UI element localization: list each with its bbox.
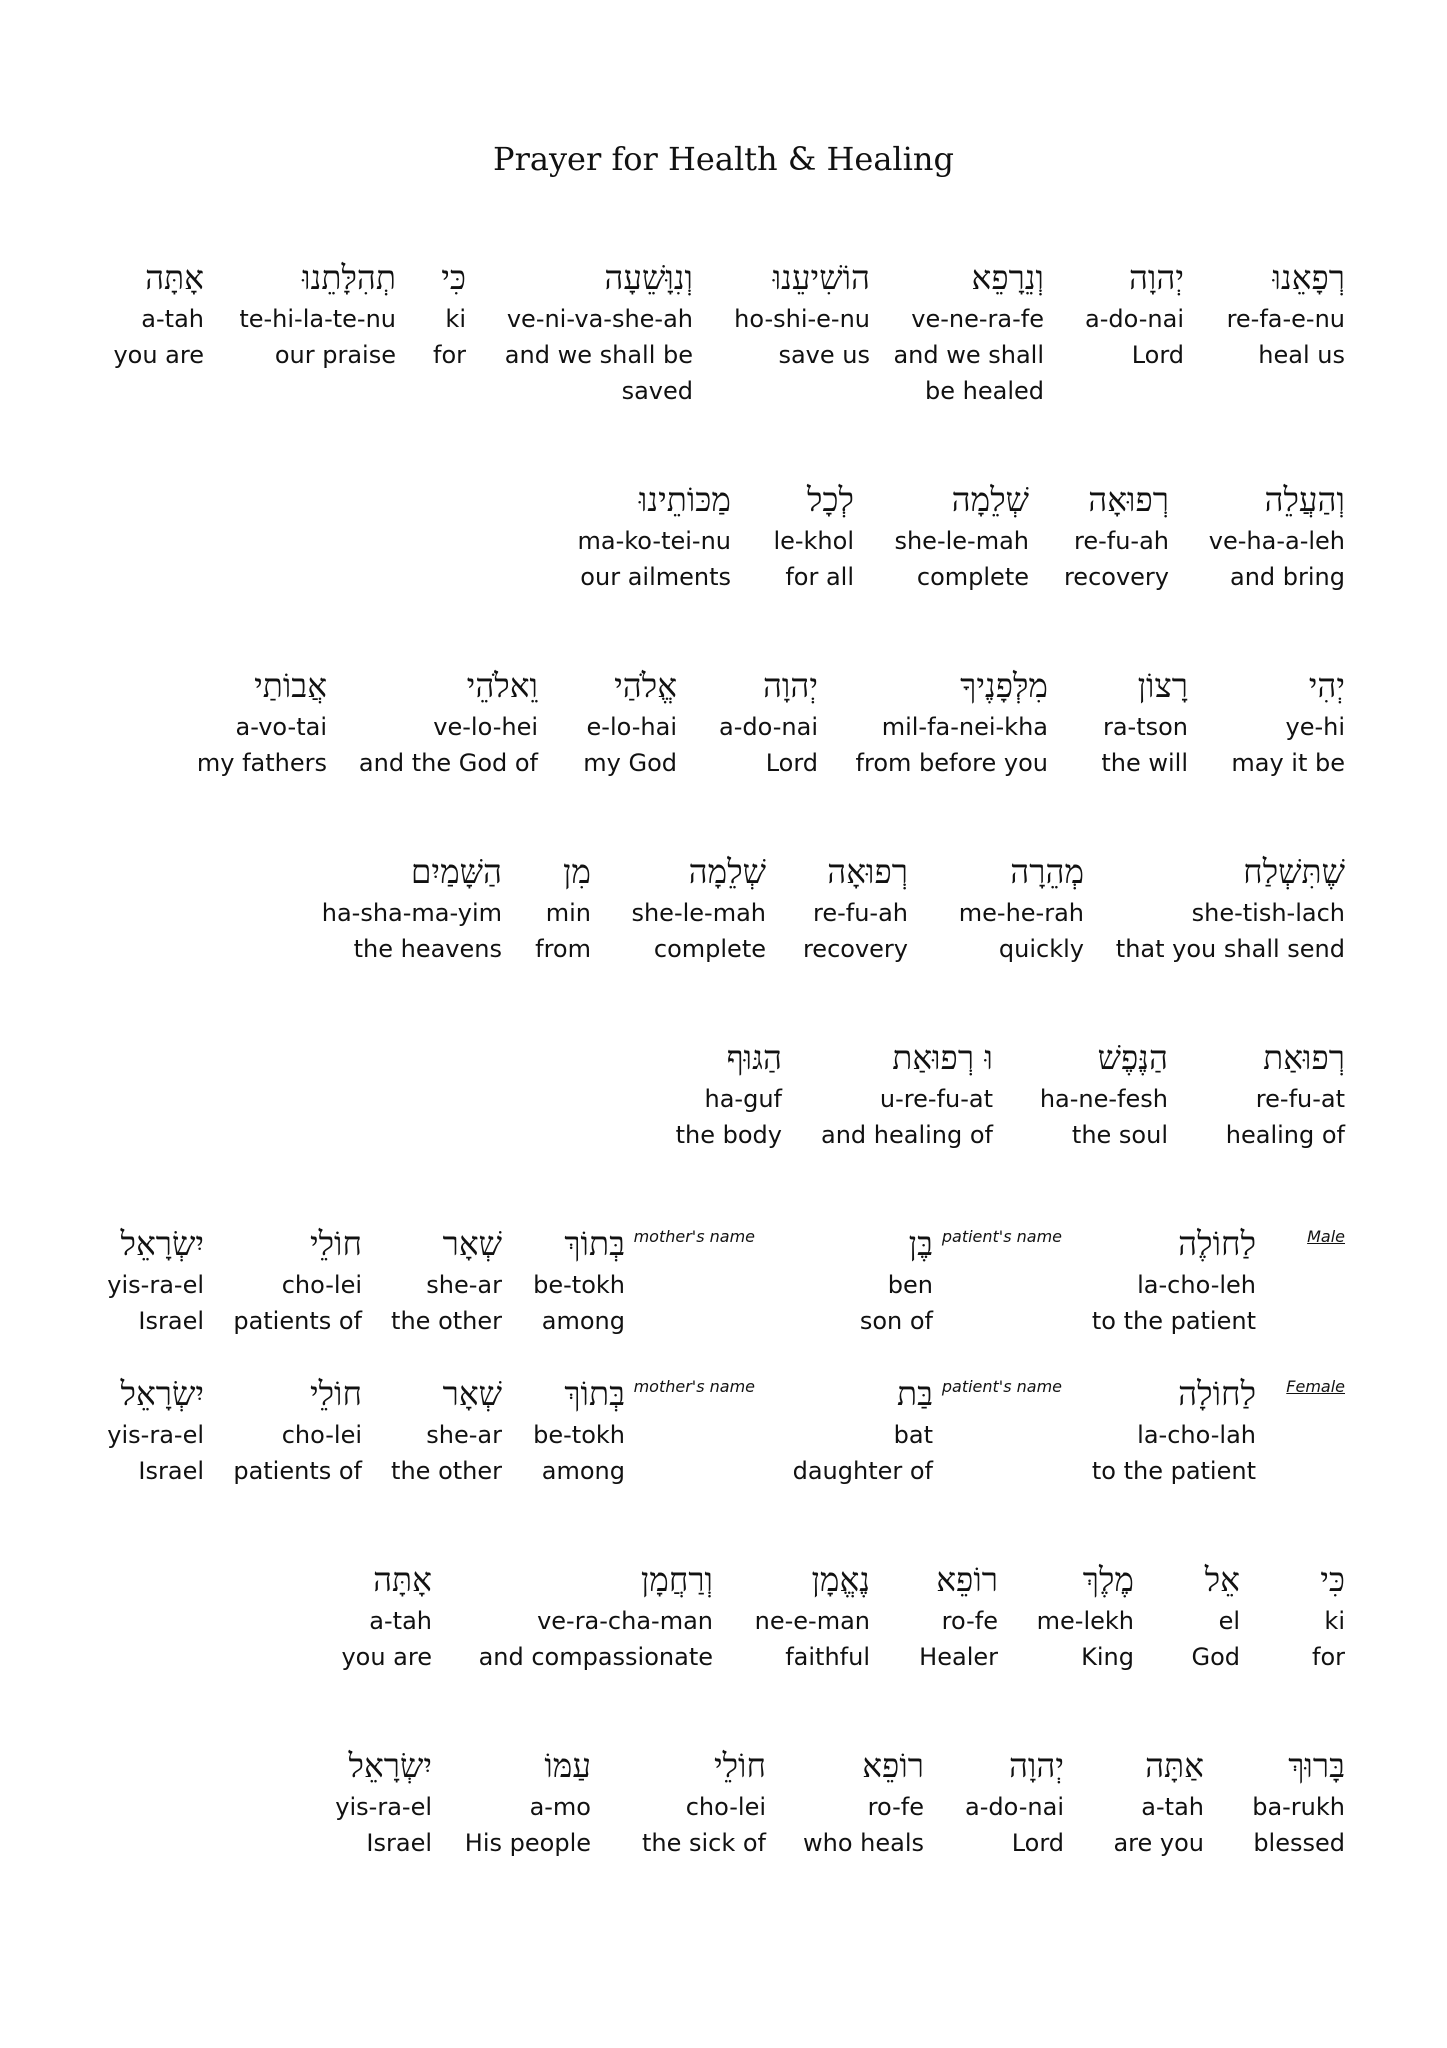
word: [1116, 849, 1345, 967]
word: [1227, 255, 1345, 373]
word: [1064, 477, 1169, 595]
hebrew-word: וְנֵרָפֵא: [971, 258, 1044, 297]
hebrew-word: מְהֵרָה: [1010, 852, 1084, 891]
translation: for: [1312, 1643, 1345, 1671]
transliteration: ve-ne-ra-fe: [911, 305, 1044, 333]
hebrew-word: הוֹשִׁיעֵנוּ: [772, 258, 870, 297]
translation: save us: [778, 341, 870, 369]
transliteration: te-hi-la-te-nu: [239, 305, 396, 333]
word: [642, 1743, 766, 1861]
hebrew-word: חוֹלֵי: [309, 1224, 362, 1263]
hebrew-word: שֶׁתִּשְׁלַח: [1243, 852, 1345, 891]
transliteration: a-tah: [369, 1607, 432, 1635]
mother-name-placeholder: mother's name: [633, 1227, 755, 1246]
translation: my God: [583, 749, 677, 777]
translation: may it be: [1231, 749, 1345, 777]
hebrew-word: רְפוּאָה: [1088, 480, 1169, 519]
word: [793, 1371, 933, 1489]
translation: you are: [113, 341, 204, 369]
translation: complete: [653, 935, 766, 963]
translation: the will: [1101, 749, 1188, 777]
word: [894, 477, 1029, 595]
hebrew-word: אָתָּה: [145, 258, 204, 297]
transliteration: ki: [1324, 1607, 1345, 1635]
translation: the soul: [1071, 1121, 1168, 1149]
translation: and healing of: [820, 1121, 993, 1149]
hebrew-word: אַתָּה: [1145, 1746, 1204, 1785]
hebrew-word: הַנֶּפֶשׁ: [1097, 1038, 1168, 1077]
hebrew-word: שְׁלֵמָה: [688, 852, 766, 891]
word: [1231, 663, 1345, 781]
transliteration: la-cho-lah: [1137, 1421, 1256, 1449]
word: [1085, 255, 1184, 373]
hebrew-word: כִּי: [1320, 1560, 1345, 1599]
word: [239, 255, 396, 373]
hebrew-word: עַמּוֹ: [544, 1746, 591, 1785]
word: [1037, 1557, 1134, 1675]
hebrew-word: יְהִי: [1308, 666, 1345, 705]
mother-name-placeholder: mother's name: [633, 1377, 755, 1396]
word: [535, 849, 591, 967]
patient-name-placeholder: patient's name: [941, 1377, 1062, 1396]
translation: that you shall send: [1115, 935, 1345, 963]
hebrew-word: נֶאֱמָן: [811, 1560, 870, 1599]
transliteration: she-tish-lach: [1191, 899, 1345, 927]
transliteration: yis-ra-el: [107, 1421, 204, 1449]
translation: to the patient: [1091, 1307, 1256, 1335]
translation: Lord: [1011, 1829, 1064, 1857]
hebrew-word: מֶלֶךְ: [1082, 1560, 1134, 1599]
word: [1092, 1371, 1256, 1489]
transliteration: ba-rukh: [1252, 1793, 1345, 1821]
transliteration: re-fu-ah: [1073, 527, 1169, 555]
transliteration: u-re-fu-at: [879, 1085, 993, 1113]
transliteration: re-fa-e-nu: [1226, 305, 1345, 333]
hebrew-word: בָּרוּךְ: [1288, 1746, 1345, 1785]
hebrew-word: לַחוֹלָה: [1178, 1374, 1256, 1413]
transliteration: el: [1218, 1607, 1240, 1635]
hebrew-word: רְפָאֵנוּ: [1272, 258, 1345, 297]
transliteration: ve-ra-cha-man: [537, 1607, 713, 1635]
hebrew-word: יִשְׂרָאֵל: [348, 1746, 432, 1785]
translation: are you: [1113, 1829, 1204, 1857]
word: [959, 849, 1084, 967]
translation: for all: [785, 563, 854, 591]
word: [1092, 1221, 1256, 1339]
word: [533, 1371, 625, 1489]
hebrew-word: מַכּוֹתֵינוּ: [638, 480, 731, 519]
hebrew-word: וְהַעֲלֵה: [1264, 480, 1345, 519]
word: [577, 477, 731, 595]
hebrew-word: לְכָל: [806, 480, 854, 519]
hebrew-word: וּ רְפוּאַת: [892, 1038, 993, 1077]
transliteration: ki: [445, 305, 466, 333]
hebrew-word: אָתָּה: [373, 1560, 432, 1599]
word: [919, 1557, 998, 1675]
hebrew-word: מִן: [563, 852, 591, 891]
hebrew-word: חוֹלֵי: [713, 1746, 766, 1785]
translation: who heals: [802, 1829, 924, 1857]
translation: God: [1191, 1643, 1240, 1671]
hebrew-word: בַּת: [896, 1374, 933, 1413]
word: [197, 663, 327, 781]
hebrew-word: יְהוָה: [1128, 258, 1184, 297]
word: [1226, 1035, 1345, 1153]
word: [341, 1557, 432, 1675]
translation: the other: [391, 1457, 502, 1485]
word: [493, 255, 693, 409]
transliteration: ha-sha-ma-yim: [321, 899, 502, 927]
word: [1252, 1743, 1345, 1861]
hebrew-word: יִשְׂרָאֵל: [120, 1224, 204, 1263]
translation: and we shall be healed: [893, 341, 1044, 405]
translation: quickly: [998, 935, 1084, 963]
hebrew-word: חוֹלֵי: [309, 1374, 362, 1413]
transliteration: bat: [893, 1421, 933, 1449]
word: [107, 1371, 204, 1489]
word: [583, 663, 677, 781]
hebrew-word: אֵל: [1204, 1560, 1240, 1599]
transliteration: a-tah: [141, 305, 204, 333]
word: [860, 1221, 933, 1339]
transliteration: re-fu-ah: [812, 899, 908, 927]
transliteration: a-do-nai: [1085, 305, 1184, 333]
word: [113, 255, 204, 373]
hebrew-word: תְהִלָּתֵנוּ: [302, 258, 396, 297]
transliteration: ra-tson: [1102, 713, 1188, 741]
word: [359, 663, 538, 781]
translation: and compassionate: [478, 1643, 713, 1671]
hebrew-word: רְפוּאָה: [827, 852, 908, 891]
word: [1040, 1035, 1168, 1153]
translation: Israel: [366, 1829, 432, 1857]
transliteration: ro-fe: [867, 1793, 924, 1821]
translation: the other: [391, 1307, 502, 1335]
transliteration: ho-shi-e-nu: [734, 305, 870, 333]
transliteration: yis-ra-el: [335, 1793, 432, 1821]
transliteration: a-do-nai: [965, 1793, 1064, 1821]
female-label: Female: [1286, 1377, 1345, 1396]
transliteration: mil-fa-nei-kha: [881, 713, 1048, 741]
word: [335, 1743, 432, 1861]
translation: my fathers: [196, 749, 327, 777]
transliteration: ro-fe: [941, 1607, 998, 1635]
transliteration: a-mo: [529, 1793, 591, 1821]
word: [1101, 663, 1188, 781]
transliteration: le-khol: [773, 527, 854, 555]
translation: and bring: [1230, 563, 1345, 591]
hebrew-word: בְּתוֹךְ: [564, 1374, 625, 1413]
translation: blessed: [1253, 1829, 1345, 1857]
hebrew-word: הַגּוּף: [726, 1038, 782, 1077]
translation: the body: [675, 1121, 782, 1149]
translation: Lord: [1131, 341, 1184, 369]
translation: King: [1081, 1643, 1134, 1671]
translation: for: [433, 341, 466, 369]
hebrew-word: רְפוּאַת: [1263, 1038, 1345, 1077]
word: [803, 849, 908, 967]
hebrew-word: שְׁלֵמָה: [951, 480, 1029, 519]
transliteration: be-tokh: [533, 1421, 625, 1449]
word: [676, 1035, 782, 1153]
hebrew-word: בְּתוֹךְ: [564, 1224, 625, 1263]
translation: among: [541, 1307, 625, 1335]
word: [856, 663, 1048, 781]
transliteration: a-tah: [1141, 1793, 1204, 1821]
translation: patients of: [233, 1457, 362, 1485]
translation: healing of: [1225, 1121, 1345, 1149]
translation: faithful: [785, 1643, 870, 1671]
word: [107, 1221, 204, 1339]
transliteration: ve-lo-hei: [433, 713, 538, 741]
translation: recovery: [802, 935, 908, 963]
word: [533, 1221, 625, 1339]
hebrew-word: לַחוֹלֶה: [1178, 1224, 1256, 1263]
translation: recovery: [1063, 563, 1169, 591]
hebrew-word: מִלְּפָנֶיךָ: [960, 666, 1048, 705]
word: [1191, 1557, 1240, 1675]
transliteration: ye-hi: [1285, 713, 1345, 741]
word: [1312, 1557, 1345, 1675]
transliteration: me-he-rah: [958, 899, 1084, 927]
word: [433, 255, 466, 373]
word: [734, 255, 870, 373]
transliteration: cho-lei: [281, 1271, 362, 1299]
word: [391, 1371, 502, 1489]
translation: and we shall be saved: [504, 341, 693, 405]
hebrew-word: יְהוָה: [762, 666, 818, 705]
transliteration: a-vo-tai: [235, 713, 327, 741]
translation: our ailments: [580, 563, 731, 591]
translation: the sick of: [641, 1829, 766, 1857]
hebrew-word: שְׁאָר: [442, 1224, 502, 1263]
word: [755, 1557, 870, 1675]
translation: our praise: [274, 341, 396, 369]
word: [821, 1035, 993, 1153]
transliteration: ne-e-man: [754, 1607, 870, 1635]
hebrew-word: וְנִוָּשֵׁעָה: [604, 258, 693, 297]
hebrew-word: הַשָּׁמַיִם: [410, 852, 502, 891]
word: [719, 663, 818, 781]
word: [631, 849, 766, 967]
translation: among: [541, 1457, 625, 1485]
transliteration: she-le-mah: [631, 899, 766, 927]
translation: you are: [341, 1643, 432, 1671]
hebrew-word: רוֹפֵא: [936, 1560, 998, 1599]
word: [233, 1221, 362, 1339]
translation: Lord: [765, 749, 818, 777]
transliteration: a-do-nai: [719, 713, 818, 741]
word: [884, 255, 1044, 409]
hebrew-word: יִשְׂרָאֵל: [120, 1374, 204, 1413]
word: [965, 1743, 1064, 1861]
translation: heal us: [1258, 341, 1345, 369]
hebrew-word: וֵאלֹהֵי: [466, 666, 538, 705]
hebrew-word: רָצוֹן: [1137, 666, 1188, 705]
translation: Healer: [919, 1643, 998, 1671]
word: [391, 1221, 502, 1339]
hebrew-word: רוֹפֵא: [862, 1746, 924, 1785]
transliteration: cho-lei: [281, 1421, 362, 1449]
transliteration: yis-ra-el: [107, 1271, 204, 1299]
word: [233, 1371, 362, 1489]
transliteration: she-ar: [426, 1421, 502, 1449]
transliteration: she-ar: [426, 1271, 502, 1299]
translation: from: [535, 935, 591, 963]
translation: the heavens: [353, 935, 502, 963]
transliteration: ha-guf: [704, 1085, 782, 1113]
transliteration: la-cho-leh: [1137, 1271, 1256, 1299]
translation: son of: [859, 1307, 933, 1335]
hebrew-word: וְרַחֲמָן: [640, 1560, 713, 1599]
hebrew-word: כִּי: [441, 258, 466, 297]
transliteration: ha-ne-fesh: [1039, 1085, 1168, 1113]
transliteration: she-le-mah: [894, 527, 1029, 555]
word: [1113, 1743, 1204, 1861]
word: [465, 1743, 591, 1861]
transliteration: me-lekh: [1036, 1607, 1134, 1635]
word: [322, 849, 502, 967]
transliteration: min: [545, 899, 591, 927]
patient-name-placeholder: patient's name: [941, 1227, 1062, 1246]
hebrew-word: אֲבוֹתַי: [254, 666, 327, 705]
transliteration: re-fu-at: [1255, 1085, 1345, 1113]
hebrew-word: בֶּן: [908, 1224, 933, 1263]
word: [803, 1743, 924, 1861]
translation: patients of: [233, 1307, 362, 1335]
transliteration: ma-ko-tei-nu: [577, 527, 731, 555]
transliteration: e-lo-hai: [586, 713, 677, 741]
translation: daughter of: [792, 1457, 933, 1485]
translation: Israel: [138, 1307, 204, 1335]
hebrew-word: אֱלֹהַי: [614, 666, 677, 705]
translation: complete: [916, 563, 1029, 591]
translation: and the God of: [358, 749, 538, 777]
transliteration: cho-lei: [685, 1793, 766, 1821]
word: [479, 1557, 713, 1675]
male-label: Male: [1307, 1227, 1345, 1246]
translation: His people: [464, 1829, 591, 1857]
translation: from before you: [855, 749, 1048, 777]
transliteration: ben: [887, 1271, 933, 1299]
page-title: Prayer for Health & Healing: [493, 140, 954, 178]
word: [1209, 477, 1345, 595]
word: [773, 477, 854, 595]
transliteration: ve-ni-va-she-ah: [506, 305, 693, 333]
translation: to the patient: [1091, 1457, 1256, 1485]
hebrew-word: שְׁאָר: [442, 1374, 502, 1413]
translation: Israel: [138, 1457, 204, 1485]
hebrew-word: יְהוָה: [1008, 1746, 1064, 1785]
transliteration: be-tokh: [533, 1271, 625, 1299]
transliteration: ve-ha-a-leh: [1208, 527, 1345, 555]
